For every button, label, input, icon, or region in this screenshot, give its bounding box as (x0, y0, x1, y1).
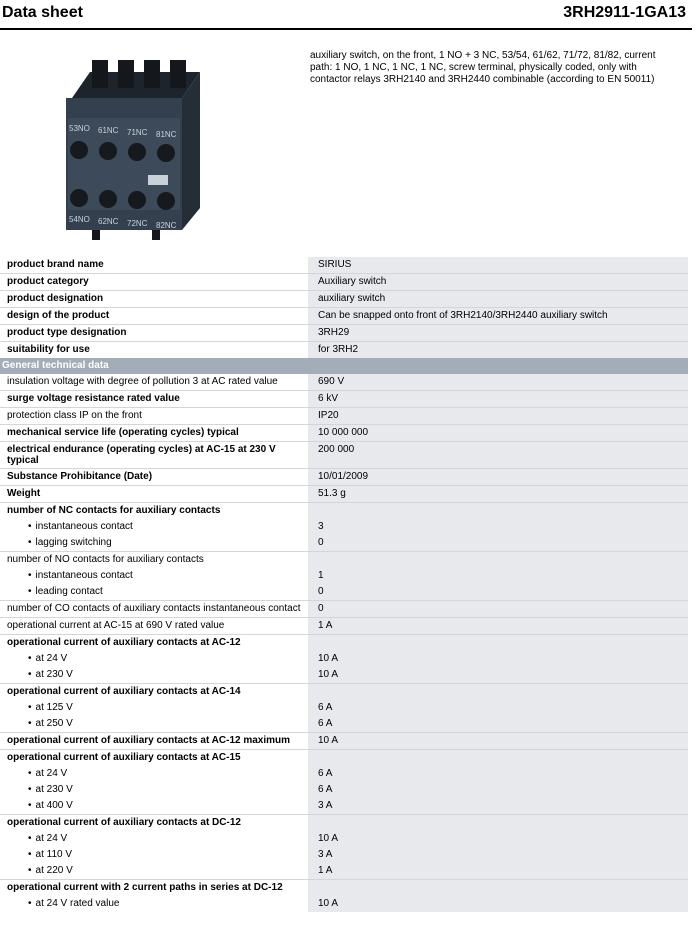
spec-label: • at 400 V (0, 798, 308, 814)
auxiliary-switch-illustration (62, 58, 202, 240)
spec-label: • at 220 V (0, 863, 308, 879)
spec-value: 690 V (308, 374, 688, 390)
spec-label: • at 125 V (0, 700, 308, 716)
spec-label: • leading contact (0, 584, 308, 600)
spec-row (0, 502, 688, 519)
screw-terminal-icon (128, 191, 146, 209)
terminal-label: 54NO (69, 215, 90, 224)
spec-row (0, 273, 688, 290)
spec-value: auxiliary switch (308, 291, 688, 307)
spec-label: • instantaneous contact (0, 568, 308, 584)
product-image (62, 58, 202, 240)
spec-value: 10 A (308, 896, 688, 912)
spec-label: product type designation (7, 327, 127, 338)
spec-row (0, 782, 688, 798)
spec-value: 3RH29 (308, 325, 688, 341)
spec-label: mechanical service life (operating cycles) typical (7, 427, 239, 438)
spec-label: suitability for use (7, 344, 90, 355)
spec-value (308, 815, 688, 831)
spec-row (0, 831, 688, 847)
spec-row (0, 617, 688, 634)
spec-value: 6 A (308, 782, 688, 798)
spec-row (0, 651, 688, 667)
spec-label: Weight (7, 488, 41, 499)
spec-value (308, 750, 688, 766)
product-code: 3RH2911-1GA13 (563, 4, 686, 21)
spec-label: • instantaneous contact (0, 519, 308, 535)
screw-terminal-icon (157, 144, 175, 162)
spec-value: 3 (308, 519, 688, 535)
spec-row (0, 535, 688, 551)
section-header: General technical data (0, 358, 688, 374)
spec-value: 0 (308, 584, 688, 600)
header-divider (0, 28, 692, 30)
terminal-label: 61NC (98, 126, 119, 135)
spec-label: • at 24 V (0, 766, 308, 782)
spec-row (0, 441, 688, 468)
spec-label: • at 24 V (0, 831, 308, 847)
spec-row (0, 863, 688, 879)
spec-row (0, 716, 688, 732)
spec-row (0, 468, 688, 485)
spec-row (0, 374, 688, 390)
spec-value: 51.3 g (308, 486, 688, 502)
terminal-label: 72NC (127, 219, 148, 228)
spec-row (0, 519, 688, 535)
spec-label: • at 230 V (0, 782, 308, 798)
spec-row (0, 732, 688, 749)
spec-value (308, 684, 688, 700)
spec-table (0, 257, 688, 912)
spec-label: product brand name (7, 259, 104, 270)
product-description: auxiliary switch, on the front, 1 NO + 3 NC, 53/54, 61/62, 71/72, 81/82, current path: 1 NO, 1 NC, 1 NC, 1 NC, screw terminal, physically coded, only with contactor relays 3RH2140 and 3RH2440 combinable (according to EN 50011) (310, 50, 656, 85)
spec-row (0, 600, 688, 617)
spec-label: operational current of auxiliary contacts at AC-15 (7, 752, 241, 763)
label-slot-icon (148, 175, 168, 185)
spec-value: 10 A (308, 667, 688, 683)
spec-row (0, 290, 688, 307)
spec-label: • lagging switching (0, 535, 308, 551)
spec-label: • at 250 V (0, 716, 308, 732)
spec-value: 10 A (308, 733, 688, 749)
spec-value: SIRIUS (308, 257, 688, 273)
spec-row (0, 896, 688, 912)
spec-label: • at 230 V (0, 667, 308, 683)
spec-row (0, 766, 688, 782)
terminal-label: 62NC (98, 217, 119, 226)
spec-value: 6 A (308, 766, 688, 782)
spec-value: 10 000 000 (308, 425, 688, 441)
spec-label: insulation voltage with degree of pollution 3 at AC rated value (7, 376, 278, 387)
spec-label: electrical endurance (operating cycles) at AC-15 at 230 V typical (7, 444, 276, 466)
spec-label: • at 110 V (0, 847, 308, 863)
spec-row (0, 879, 688, 896)
screw-terminal-icon (70, 141, 88, 159)
spec-row (0, 667, 688, 683)
spec-value: 0 (308, 601, 688, 617)
spec-row (0, 390, 688, 407)
spec-label: operational current of auxiliary contacts at AC-14 (7, 686, 241, 697)
spec-label: surge voltage resistance rated value (7, 393, 180, 404)
spec-value: IP20 (308, 408, 688, 424)
spec-value: 10 A (308, 651, 688, 667)
page-title: Data sheet (2, 4, 83, 21)
spec-value: Auxiliary switch (308, 274, 688, 290)
spec-value (308, 635, 688, 651)
spec-row (0, 683, 688, 700)
spec-row (0, 424, 688, 441)
spec-value (308, 880, 688, 896)
spec-value: 1 A (308, 618, 688, 634)
screw-terminal-icon (70, 189, 88, 207)
terminal-label: 71NC (127, 128, 148, 137)
spec-row (0, 407, 688, 424)
screw-terminal-icon (99, 190, 117, 208)
spec-value (308, 503, 688, 519)
spec-label: operational current at AC-15 at 690 V rated value (7, 620, 225, 631)
spec-row (0, 584, 688, 600)
spec-value: 3 A (308, 798, 688, 814)
spec-value: 6 A (308, 716, 688, 732)
spec-value: 6 kV (308, 391, 688, 407)
spec-row (0, 551, 688, 568)
screw-terminal-icon (99, 142, 117, 160)
spec-value: 200 000 (308, 442, 688, 468)
spec-row (0, 847, 688, 863)
spec-row (0, 814, 688, 831)
spec-value: 1 A (308, 863, 688, 879)
spec-value (308, 552, 688, 568)
spec-row (0, 749, 688, 766)
spec-value: 10 A (308, 831, 688, 847)
spec-label: number of CO contacts of auxiliary contacts instantaneous contact (7, 603, 301, 614)
terminal-label: 53NO (69, 124, 90, 133)
spec-row (0, 341, 688, 358)
spec-row (0, 634, 688, 651)
terminal-label: 81NC (156, 130, 177, 139)
spec-row (0, 700, 688, 716)
spec-row (0, 324, 688, 341)
spec-value: for 3RH2 (308, 342, 688, 358)
spec-value: 10/01/2009 (308, 469, 688, 485)
spec-label: operational current with 2 current paths in series at DC-12 (7, 882, 283, 893)
spec-row (0, 257, 688, 273)
spec-label: • at 24 V (0, 651, 308, 667)
spec-label: Substance Prohibitance (Date) (7, 471, 153, 482)
spec-row (0, 307, 688, 324)
spec-label: number of NO contacts for auxiliary contacts (7, 554, 204, 565)
spec-label: design of the product (7, 310, 110, 321)
screw-terminal-icon (157, 192, 175, 210)
spec-label: number of NC contacts for auxiliary contacts (7, 505, 221, 516)
spec-value: 1 (308, 568, 688, 584)
spec-label: • at 24 V rated value (0, 896, 308, 912)
spec-label: product category (7, 276, 89, 287)
document-header (0, 0, 696, 30)
spec-row (0, 485, 688, 502)
spec-value: Can be snapped onto front of 3RH2140/3RH2440 auxiliary switch (308, 308, 688, 324)
spec-row (0, 798, 688, 814)
spec-label: operational current of auxiliary contacts at AC-12 (7, 637, 241, 648)
spec-label: operational current of auxiliary contacts at AC-12 maximum (7, 735, 291, 746)
spec-label: product designation (7, 293, 104, 304)
spec-value: 3 A (308, 847, 688, 863)
screw-terminal-icon (128, 143, 146, 161)
spec-row (0, 568, 688, 584)
spec-value: 6 A (308, 700, 688, 716)
terminal-label: 82NC (156, 221, 177, 230)
spec-label: operational current of auxiliary contacts at DC-12 (7, 817, 241, 828)
spec-label: protection class IP on the front (7, 410, 142, 421)
spec-value: 0 (308, 535, 688, 551)
